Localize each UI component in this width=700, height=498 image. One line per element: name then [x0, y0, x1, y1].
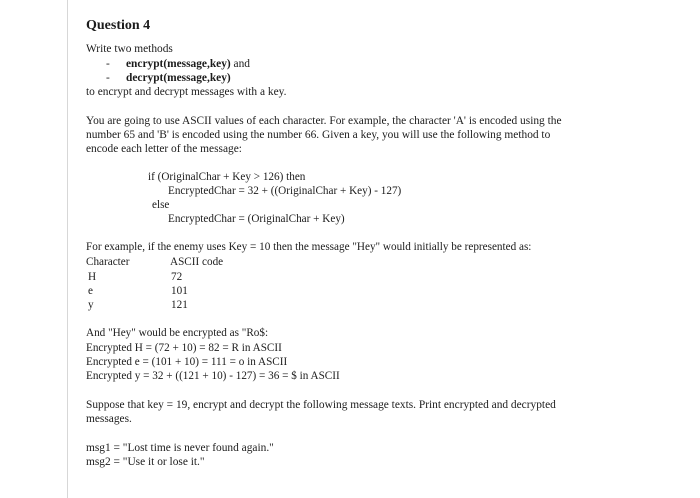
encrypted-intro: And "Hey" would be encrypted as "Ro$: — [86, 327, 269, 339]
table-cell-char: y — [88, 299, 94, 311]
method-suffix: and — [230, 58, 250, 70]
explanation-line-1: You are going to use ASCII values of each character. For example, the character 'A' is encoded using the — [86, 115, 562, 127]
algorithm-else-line: else — [152, 199, 170, 211]
question-title: Question 4 — [86, 18, 151, 33]
table-header-character: Character — [86, 256, 130, 268]
table-cell-code: 72 — [171, 271, 183, 283]
explanation-line-3: encode each letter of the message: — [86, 143, 242, 155]
bullet-dash: - — [106, 58, 110, 70]
algorithm-if-line: if (OriginalChar + Key > 126) then — [148, 171, 306, 183]
task-line-1: Suppose that key = 19, encrypt and decrypt the following message texts. Print encrypted and decrypted — [86, 399, 556, 411]
method-item-decrypt — [106, 71, 231, 86]
purpose-text: to encrypt and decrypt messages with a key. — [86, 86, 287, 98]
method-name: encrypt(message,key) — [126, 58, 231, 70]
encryption-step: Encrypted H = (72 + 10) = 82 = R in ASCII — [86, 342, 282, 354]
message-1: msg1 = "Lost time is never found again." — [86, 442, 274, 454]
table-cell-char: e — [88, 285, 93, 297]
method-name: decrypt(message,key) — [126, 72, 231, 84]
table-header-ascii: ASCII code — [170, 256, 224, 268]
method-item-encrypt — [106, 57, 250, 72]
encryption-step: Encrypted y = 32 + ((121 + 10) - 127) = 36 = $ in ASCII — [86, 370, 340, 382]
table-cell-code: 101 — [171, 285, 188, 297]
page-left-edge — [67, 0, 68, 498]
table-cell-code: 121 — [171, 299, 188, 311]
table-cell-char: H — [88, 271, 97, 283]
algorithm-else-body: EncryptedChar = (OriginalChar + Key) — [168, 213, 345, 225]
algorithm-then-line: EncryptedChar = 32 + ((OriginalChar + Key) - 127) — [168, 185, 402, 197]
explanation-line-2: number 65 and 'B' is encoded using the number 66. Given a key, you will use the following method to — [86, 129, 551, 141]
task-line-2: messages. — [86, 413, 132, 425]
intro-text: Write two methods — [86, 43, 173, 55]
example-intro: For example, if the enemy uses Key = 10 then the message "Hey" would initially be represented as: — [86, 241, 532, 253]
encryption-step: Encrypted e = (101 + 10) = 111 = o in ASCII — [86, 356, 288, 368]
bullet-dash: - — [106, 72, 110, 84]
message-2: msg2 = "Use it or lose it." — [86, 456, 205, 468]
